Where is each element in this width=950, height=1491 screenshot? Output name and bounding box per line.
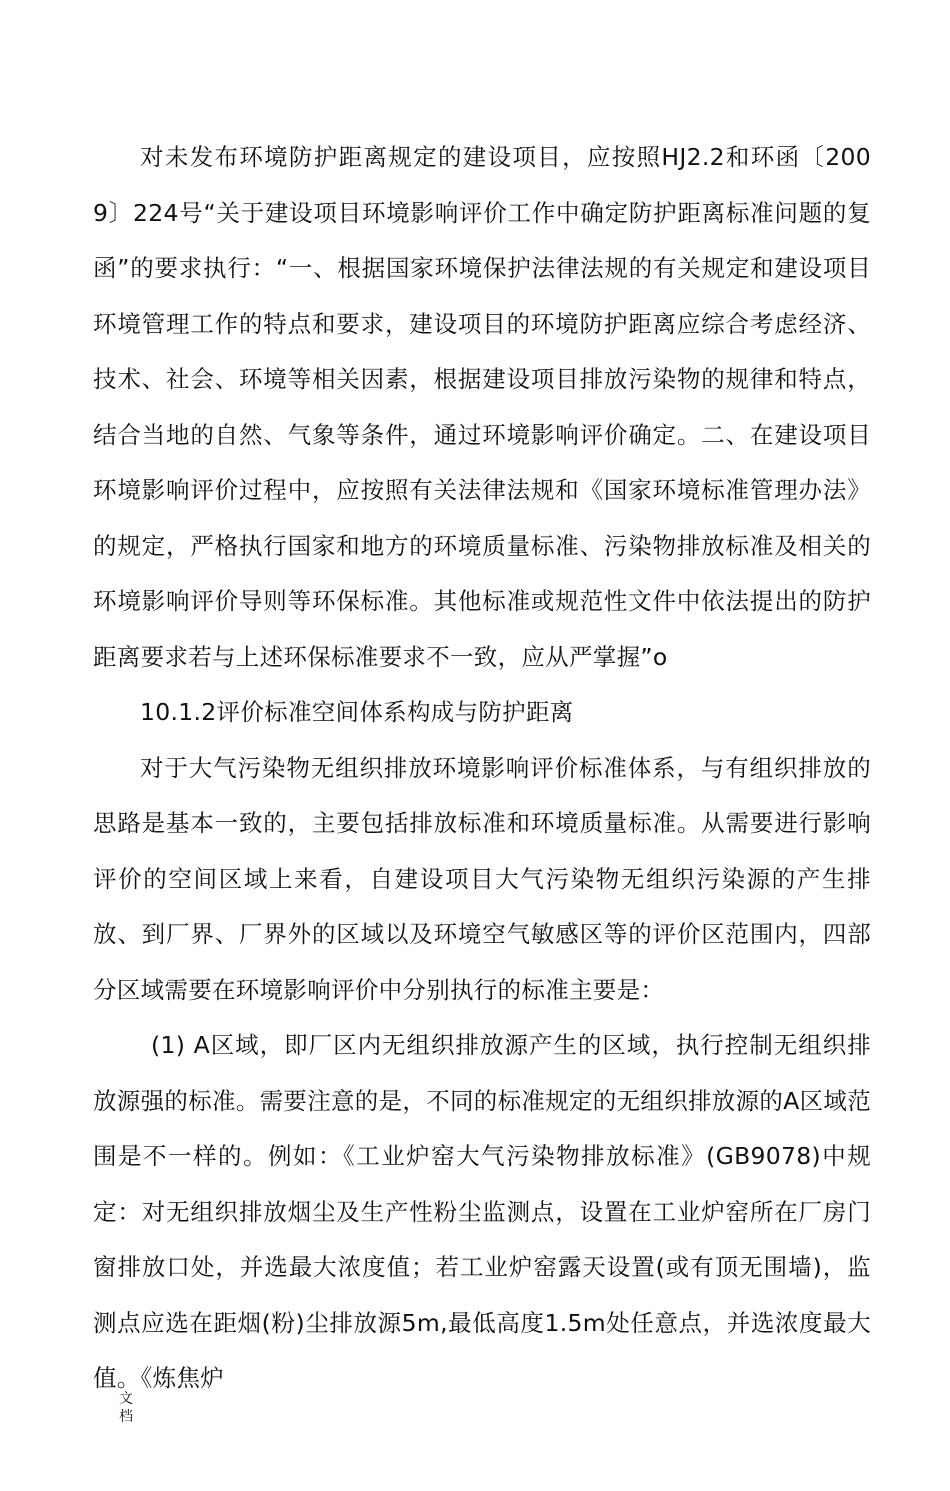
footer-char: 文 [119,1391,133,1407]
page-footer [117,1390,135,1426]
section-heading: 10.1.2评价标准空间体系构成与防护距离 [140,698,574,726]
paragraph-protection-distance: 对未发布环境防护距离规定的建设项目，应按照HJ2.2和环函〔2009〕224号“关于建设项目环境影响评价工作中确定防护距离标准问题的复函”的要求执行：“一、根据国家环境保护法律法规的有关规定和建设项目环境管理工作的特点和要求，建设项目的环境防护距离应综合考虑经济、技术、社会、环境等相关因素，根据建设项目排放污染物的规律和特点，结合当地的自然、气象等条件，通过环境影响评价确定。二、在建设项目环境影响评价过程中，应按照有关法律法规和《国家环境标准管理办法》的规定，严格执行国家和地方的环境质量标准、污染物排放标准及相关的环境影响评价导则等环保标准。其他标准或规范性文件中依法提出的防护距离要求若与上述环保标准要求不一致，应从严掌握”o [93,143,871,671]
footer-char: 档 [119,1409,133,1425]
paragraph-standard-system: 对于大气污染物无组织排放环境影响评价标准体系，与有组织排放的思路是基本一致的，主要包括排放标准和环境质量标准。从需要进行影响评价的空间区域上来看，自建设项目大气污染物无组织污染源的产生排放、到厂界、厂界外的区域以及环境空气敏感区等的评价区范围内，四部分区域需要在环境影响评价中分别执行的标准主要是： [93,753,871,1004]
paragraph-area-a: (1) A区域，即厂区内无组织排放源产生的区域，执行控制无组织排放源强的标准。需要注意的是，不同的标准规定的无组织排放源的A区域范围是不一样的。例如：《工业炉窑大气污染物排放标准》(GB9078)中规定：对无组织排放烟尘及生产性粉尘监测点，设置在工业炉窑所在厂房门窗排放口处，并选最大浓度值；若工业炉窑露天设置(或有顶无围墙)，监测点应选在距烟(粉)尘排放源5m,最低高度1.5m处任意点，并选浓度最大值。《炼焦炉 [93,1031,871,1392]
document-body [93,130,871,1407]
